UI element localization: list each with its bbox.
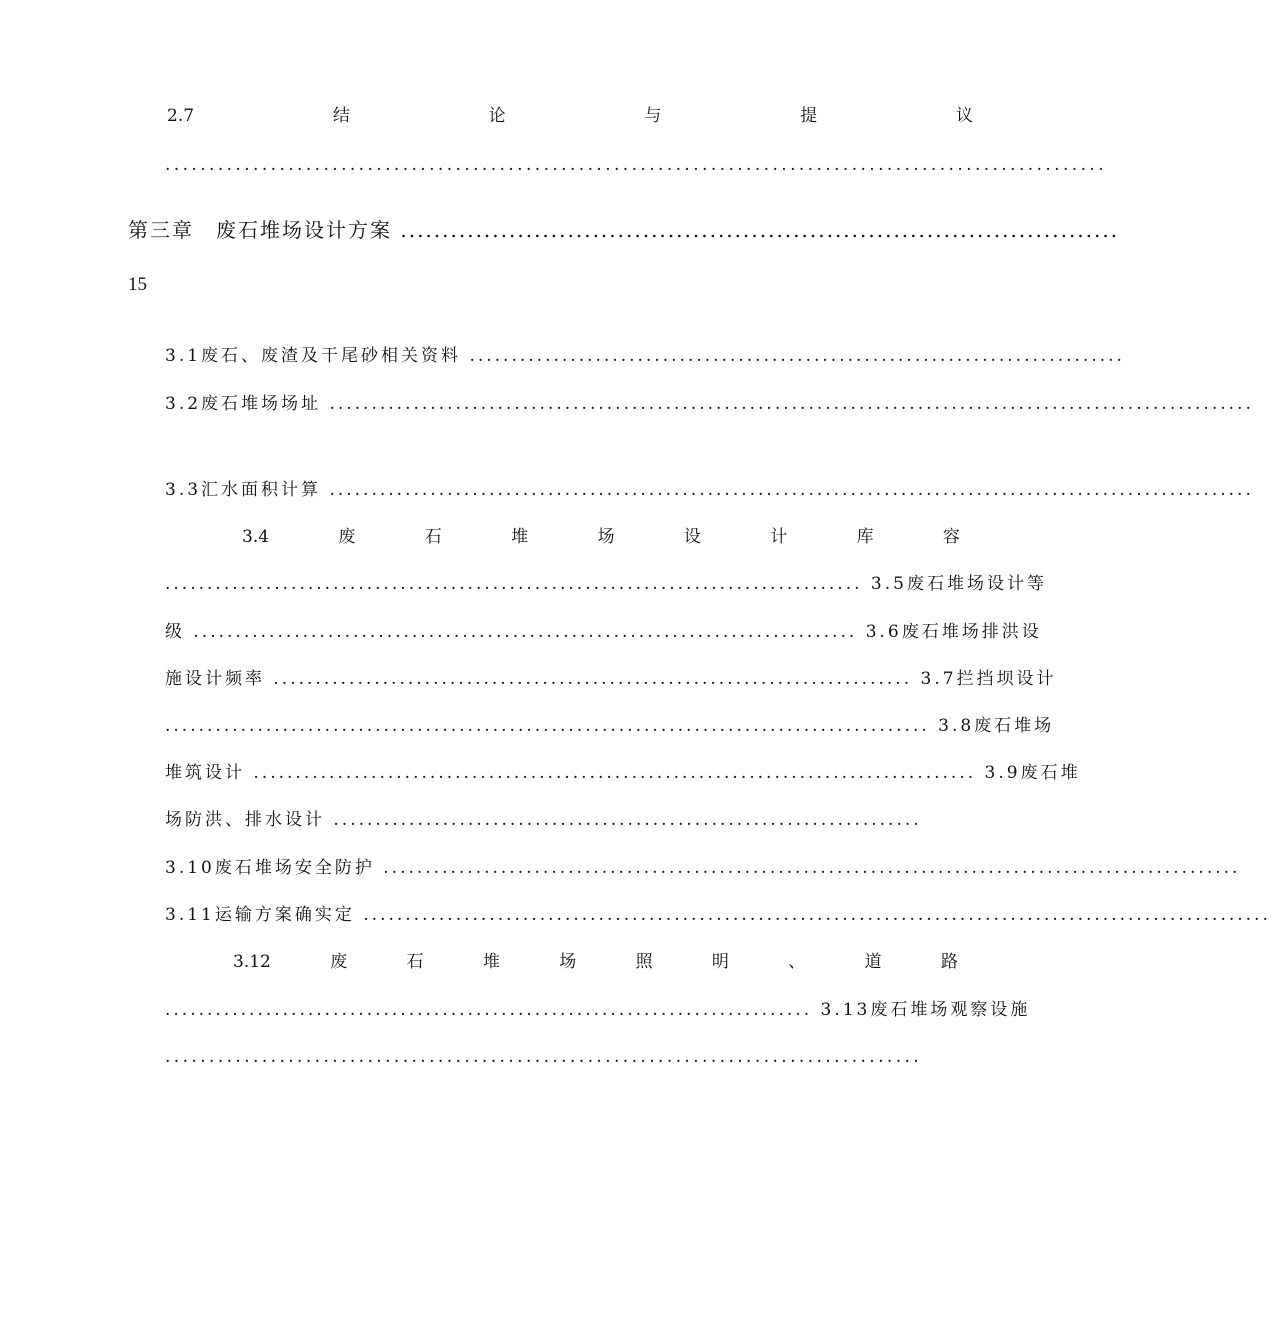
toc-3-12-char: 场 <box>559 952 577 972</box>
toc-entry-3-7: 施设计频率 ............................................................................ 3.7拦挡坝设计 <box>165 669 1057 689</box>
toc-3-4-char: 计 <box>770 527 788 547</box>
toc-entry-3-5: ................................................................................... 3.5废石堆场设计等 <box>165 574 1047 594</box>
toc-3-4-char: 堆 <box>511 527 529 547</box>
toc-entry-3-3: 3.3汇水面积计算 .............................................................................................................. <box>165 480 1254 500</box>
toc-entry-3-12 <box>233 950 958 974</box>
toc-3-4-char: 设 <box>683 527 701 547</box>
toc-entry-3-2: 3.2废石堆场场址 .............................................................................................................. <box>165 394 1254 414</box>
toc-3-12-char: 路 <box>940 952 958 972</box>
toc-2-7-number: 2.7 <box>167 106 195 126</box>
toc-2-7-char: 与 <box>644 106 662 126</box>
toc-3-12-number: 3.12 <box>233 952 271 972</box>
toc-entry-2-7 <box>167 104 973 128</box>
toc-entry-3-9-continued: 场防洪、排水设计 ...................................................................... <box>165 810 922 830</box>
toc-entry-3-1: 3.1废石、废渣及干尾砂相关资料 .............................................................................. <box>165 346 1125 366</box>
toc-2-7-char: 提 <box>800 106 818 126</box>
toc-2-7-char: 结 <box>332 106 350 126</box>
toc-entry-3-6: 级 ............................................................................... 3.6废石堆场排洪设 <box>165 622 1042 642</box>
toc-chapter-3-page: 15 <box>128 274 147 295</box>
toc-entry-3-4 <box>242 525 960 549</box>
toc-3-12-char: 、 <box>788 952 806 972</box>
toc-entry-3-8: ........................................................................................... 3.8废石堆场 <box>165 716 1055 736</box>
toc-2-7-char: 议 <box>955 106 973 126</box>
toc-chapter-3: 第三章 废石堆场设计方案 ...................................................................................... <box>128 218 1120 242</box>
toc-entry-3-13: ............................................................................. 3.13废石堆场观察设施 <box>165 1000 1031 1020</box>
toc-3-12-char: 石 <box>406 952 424 972</box>
toc-3-12-char: 废 <box>330 952 348 972</box>
toc-entry-3-9: 堆筑设计 ...................................................................................... 3.9废石堆 <box>165 763 1081 783</box>
toc-3-12-char: 堆 <box>482 952 500 972</box>
toc-2-7-char: 论 <box>488 106 506 126</box>
toc-entry-3-11: 3.11运输方案确实定 ............................................................................................................ <box>165 905 1271 925</box>
toc-3-4-char: 废 <box>338 527 356 547</box>
toc-3-4-number: 3.4 <box>242 527 270 547</box>
toc-3-13-leader-dots: ...................................................................................... <box>165 1047 923 1067</box>
toc-2-7-leader-dots: ........................................................................................................... <box>165 155 1108 175</box>
toc-3-4-char: 库 <box>856 527 874 547</box>
toc-3-4-char: 石 <box>424 527 442 547</box>
toc-3-12-char: 明 <box>711 952 729 972</box>
toc-3-4-char: 场 <box>597 527 615 547</box>
toc-entry-3-10: 3.10废石堆场安全防护 ...................................................................................................... <box>165 858 1241 878</box>
toc-3-4-char: 容 <box>942 527 960 547</box>
toc-3-12-char: 道 <box>864 952 882 972</box>
toc-3-12-char: 照 <box>635 952 653 972</box>
